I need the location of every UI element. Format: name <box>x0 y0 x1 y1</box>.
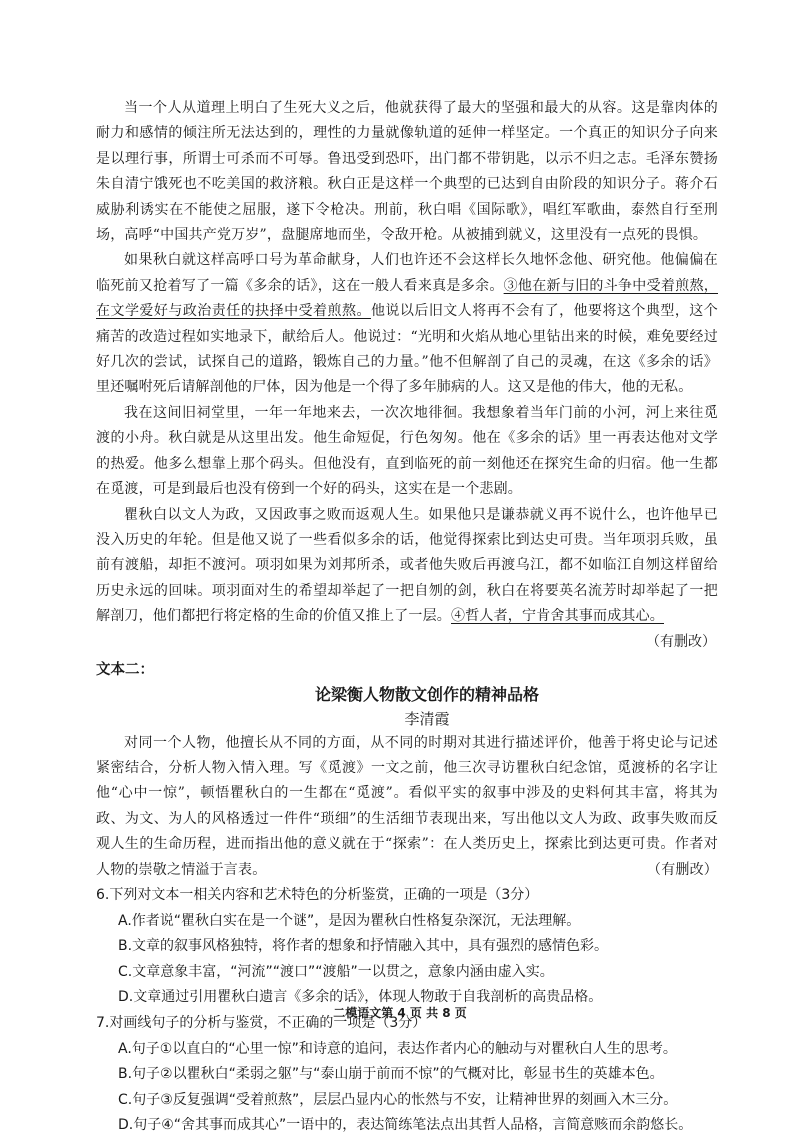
text1-paragraph-2-start: 如果秋白就这样高呼口号为革命献身，人们也许还不会这样长久地怀念他、研究他。他偏偏在临死前又抢着写了一篇《多余的话》，这在一般人看来真是多余。 <box>96 252 718 294</box>
question-7-option-d: D.句子④“舍其事而成其心”一语中的，表达简练笔法点出其哲人品格，言简意赅而余韵悠长。 <box>118 1117 693 1134</box>
text1-paragraph-4 <box>96 503 718 630</box>
question-7-option-b: B.句子②以瞿秋白“柔弱之躯”与“泰山崩于前而不惊”的气概对比，彰显书生的英雄本色。 <box>118 1066 664 1083</box>
page-footer: 二模语文第 4 页 共 8 页 <box>333 1006 467 1020</box>
text2-source-note: （有删改） <box>647 861 718 878</box>
exam-page <box>96 96 718 1139</box>
text2-label: 文本二： <box>96 660 154 678</box>
question-7-option-c: C.句子③反复强调“受着煎熬”，层层凸显内心的怅然与不安，让精神世界的刻画入木三分。 <box>118 1091 678 1108</box>
underlined-sentence-4: ④哲人者，宁肯舍其事而成其心。 <box>451 608 664 625</box>
text2-author: 李清霞 <box>404 709 450 728</box>
text2-paragraph-1-body: 对同一个人物，他擅长从不同的方面，从不同的时期对其进行描述评价，他善于将史论与记述紧密结合，分析人物入情入理。写《觅渡》一文之前，他三次寻访瞿秋白纪念馆，觅渡桥的名字让他“心中一惊”，顿悟瞿秋白的一生都在“觅渡”。看似平实的叙事中涉及的史料何其丰富，将其为政、为文、为人的风格透过一件件“琐细”的生活细节表现出来，写出他以文人为政、政事失败而反观人生的生命历程，进而指出他的意义就在于“探索”：在人类历史上，探索比到达更可贵。作者对人物的崇敬之情溢于言表。 <box>96 734 718 878</box>
text1-paragraph-3: 我在这间旧祠堂里，一年一年地来去，一次次地徘徊。我想象着当年门前的小河，河上来往觅渡的小舟。秋白就是从这里出发。他生命短促，行色匆匆。他在《多余的话》里一再表达他对文学的热爱。他多么想靠上那个码头。但他没有，直到临死的前一刻他还在探究生命的归宿。他一生都在觅渡，可是到最后也没有傍到一个好的码头，这实在是一个悲剧。 <box>96 404 718 498</box>
text2-title: 论梁衡人物散文创作的精神品格 <box>314 684 539 704</box>
text1-paragraph-4-body: 瞿秋白以文人为政，又因政事之败而返观人生。如果他只是谦恭就义再不说什么，也许他早已没入历史的年轮。但是他又说了一些看似多余的话，他觉得探索比到达史可贵。当年项羽兵败，虽前有渡船，却拒不渡河。项羽如果为刘邦所杀，或者他失败后再渡乌江，都不如临江自刎这样留给历史永远的回味。项羽面对生的希望却举起了一把自刎的剑，秋白在将要英名流芳时却举起了一把解剖刀，他们都把行将定格的生命的价值又推上了一层。 <box>96 506 718 625</box>
text1-source-note: （有删改） <box>646 633 716 650</box>
question-6-stem: 6.下列对文本一相关内容和艺术特色的分析鉴赏，正确的一项是（3分） <box>96 886 539 903</box>
text1-paragraph-1: 当一个人从道理上明白了生死大义之后，他就获得了最大的坚强和最大的从容。这是靠肉体的耐力和感情的倾注所无法达到的，理性的力量就像轨道的延伸一样坚定。一个真正的知识分子向来是以理行事，所谓士可杀而不可辱。鲁迅受到恐吓，出门都不带钥匙，以示不归之志。毛泽东赞扬朱自清宁饿死也不吃美国的救济粮。秋白正是这样一个典型的已达到自由阶段的知识分子。蒋介石威胁利诱实在不能使之屈服，遂下令枪决。刑前，秋白唱《国际歌》，唱红军歌曲，泰然自行至刑场，高呼“中国共产党万岁”，盘腿席地而坐，令敌开枪。从被捕到就义，这里没有一点死的畏惧。 <box>96 100 718 244</box>
question-6-option-d: D.文章通过引用瞿秋白遗言《多余的话》，体现人物敢于自我剖析的高贵品格。 <box>118 989 603 1006</box>
question-6-option-c: C.文章意象丰富，“河流”“渡口”“渡船”一以贯之，意象内涵由虚入实。 <box>118 963 554 980</box>
question-6-option-b: B.文章的叙事风格独特，将作者的想象和抒情融入其中，具有强烈的感情色彩。 <box>118 938 609 955</box>
question-6-option-a: A.作者说“瞿秋白实在是一个谜”，是因为瞿秋白性格复杂深沉，无法理解。 <box>118 912 581 929</box>
question-7-stem: 7.对画线句子的分析与鉴赏，不正确的一项是（3分） <box>96 1014 427 1031</box>
question-7-option-a: A.句子①以直白的“心里一惊”和诗意的追问，表达作者内心的触动与对瞿秋白人生的思考。 <box>118 1040 677 1057</box>
underlined-sentence-3: ③他在新与旧的斗争中受着煎熬，在文学爱好与政治责任的抉择中受着煎熬。 <box>96 277 718 320</box>
text2-paragraph-1 <box>96 731 718 883</box>
text1-paragraph-2 <box>96 248 718 400</box>
text1-paragraph-2-end: 他说以后旧文人将再不会有了，他要将这个典型，这个痛苦的改造过程如实地录下，献给后人。他说过：“光明和火焰从地心里钻出来的时候，难免要经过好几次的尝试，试探自己的道路，锻炼自己的力量。”他不但解剖了自己的灵魂，在这《多余的话》里还嘱咐死后请解剖他的尸体，因为他是一个得了多年肺病的人。这又是他的伟大，他的无私。 <box>96 303 718 396</box>
